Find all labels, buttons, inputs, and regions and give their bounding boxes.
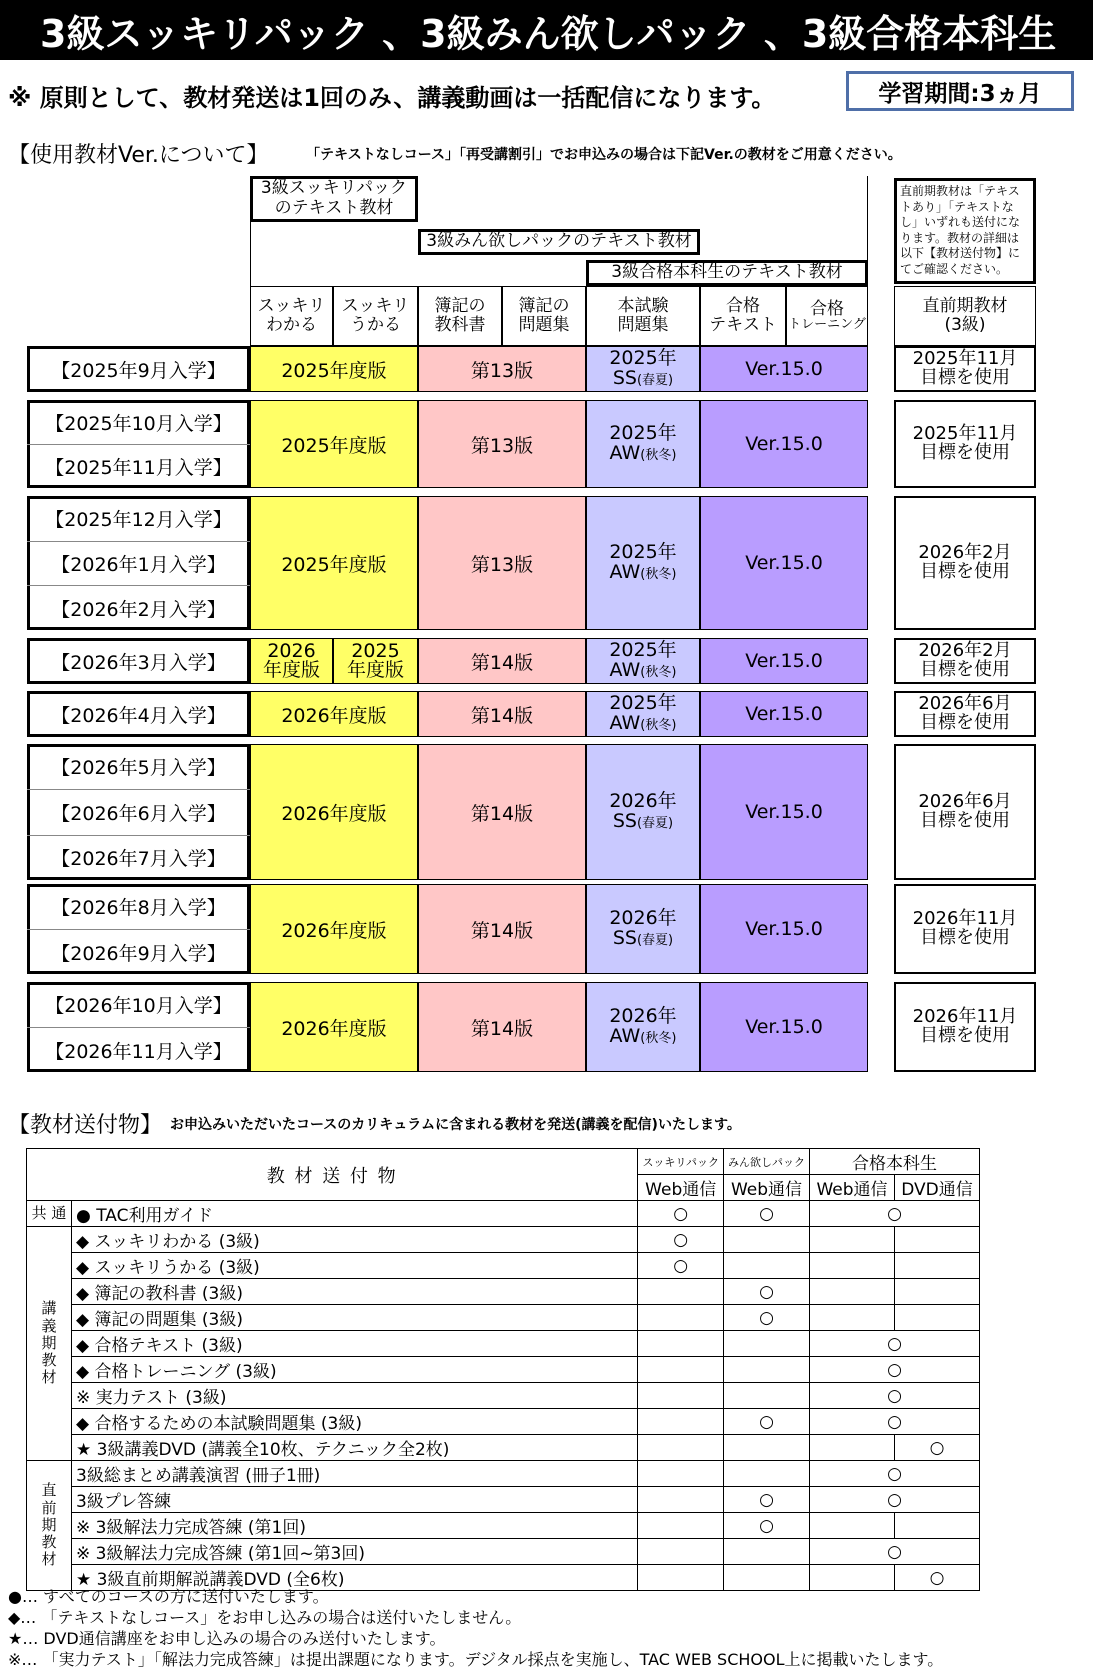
material-item: ● TAC利用ガイド bbox=[72, 1201, 638, 1227]
material-row bbox=[27, 1409, 980, 1435]
mark-honkasei-web bbox=[810, 1227, 895, 1253]
minhoshi-version: 第14版 bbox=[418, 982, 586, 1072]
enrollment-month: 【2026年2月入学】 bbox=[27, 585, 250, 630]
direct-version: 2026年11月 目標を使用 bbox=[894, 982, 1036, 1072]
material-item: ※ 3級解法力完成答練 (第1回~第3回) bbox=[72, 1539, 638, 1565]
material-item: ◆ 合格トレーニング (3級) bbox=[72, 1357, 638, 1383]
group-header-minhoshi: 3級みん欲しパックのテキスト教材 bbox=[418, 229, 700, 255]
material-row bbox=[27, 1513, 980, 1539]
mark-minhoshi: ○ bbox=[724, 1487, 810, 1513]
material-item: ★ 3級講義DVD (講義全10枚、テクニック全2枚) bbox=[72, 1435, 638, 1461]
col-boki-kyokasho: 簿記の 教科書 bbox=[418, 286, 502, 346]
mark-minhoshi bbox=[724, 1357, 810, 1383]
group-header-honkasei: 3級合格本科生のテキスト教材 bbox=[586, 260, 868, 286]
honkasei-version: Ver.15.0 bbox=[700, 884, 868, 974]
mark-minhoshi bbox=[724, 1539, 810, 1565]
mark-honkasei-dvd: ○ bbox=[895, 1565, 980, 1591]
material-row bbox=[27, 1383, 980, 1409]
exam-year: 2026年 bbox=[609, 1005, 677, 1028]
enrollment-month: 【2026年4月入学】 bbox=[51, 704, 226, 727]
enrollment-month: 【2025年9月入学】 bbox=[51, 359, 226, 382]
enrollment-month: 【2026年6月入学】 bbox=[27, 789, 250, 834]
group-header-sukkiri: 3級スッキリパック のテキスト教材 bbox=[250, 176, 418, 222]
honkasei-version: Ver.15.0 bbox=[700, 638, 868, 684]
training-top: 合格 bbox=[810, 298, 844, 319]
legend bbox=[8, 1586, 943, 1670]
header-sukkiri-web: Web通信 bbox=[638, 1175, 724, 1201]
mark-minhoshi: ○ bbox=[724, 1513, 810, 1539]
exam-season: AW(秋冬) bbox=[609, 659, 677, 681]
mark-sukkiri bbox=[638, 1383, 724, 1409]
direct-version: 2026年6月 目標を使用 bbox=[894, 691, 1036, 737]
col-honshiken: 本試験 問題集 bbox=[586, 286, 700, 346]
enrollment-month: 【2025年12月入学】 bbox=[45, 508, 232, 531]
minhoshi-version: 第14版 bbox=[418, 884, 586, 974]
header-sukkiri: スッキリパック bbox=[638, 1149, 724, 1175]
exam-version bbox=[586, 884, 700, 974]
mark-honkasei-dvd bbox=[895, 1227, 980, 1253]
mark-sukkiri bbox=[638, 1513, 724, 1539]
material-item: ◆ スッキリうかる (3級) bbox=[72, 1253, 638, 1279]
mark-sukkiri bbox=[638, 1539, 724, 1565]
enrollment-month: 【2025年11月入学】 bbox=[27, 444, 250, 488]
material-row bbox=[27, 1357, 980, 1383]
sukkiri-version: 2026年度版 bbox=[250, 884, 418, 974]
version-section-note: 「テキストなしコース」「再受講割引」でお申込みの場合は下記Ver.の教材をご用意ください。 bbox=[306, 147, 902, 163]
exam-version bbox=[586, 346, 700, 392]
material-row bbox=[27, 1461, 980, 1487]
exam-year: 2026年 bbox=[609, 907, 677, 930]
material-item: 3級総まとめ講義演習 (冊子1冊) bbox=[72, 1461, 638, 1487]
enrollment-month: 【2026年3月入学】 bbox=[51, 651, 226, 674]
minhoshi-version: 第13版 bbox=[418, 400, 586, 488]
honkasei-version: Ver.15.0 bbox=[700, 744, 868, 880]
category-lecture: 講 義 期 教 材 bbox=[27, 1227, 72, 1461]
mark-minhoshi bbox=[724, 1253, 810, 1279]
mark-sukkiri bbox=[638, 1305, 724, 1331]
sukkiri-version: 2025年度版 bbox=[250, 496, 418, 630]
mark-honkasei: ○ bbox=[810, 1461, 980, 1487]
col-direct: 直前期教材 (3級) bbox=[894, 286, 1036, 346]
mark-honkasei-dvd bbox=[895, 1279, 980, 1305]
material-row bbox=[27, 1253, 980, 1279]
exam-season: SS(春夏) bbox=[612, 927, 674, 949]
exam-version bbox=[586, 496, 700, 630]
legend-item: ※… 「実力テスト」「解法力完成答練」は提出課題になります。デジタル採点を実施し、TAC WEB SCHOOL上に掲載いたします。 bbox=[8, 1650, 944, 1669]
material-item: ◆ 簿記の問題集 (3級) bbox=[72, 1305, 638, 1331]
sukkiri-version: 2026年度版 bbox=[250, 744, 418, 880]
exam-version bbox=[586, 400, 700, 488]
material-item: ※ 実力テスト (3級) bbox=[72, 1383, 638, 1409]
exam-year: 2025年 bbox=[609, 347, 677, 370]
enrollment-month: 【2025年10月入学】 bbox=[45, 412, 232, 435]
mark-honkasei: ○ bbox=[810, 1409, 980, 1435]
direct-version: 2025年11月 目標を使用 bbox=[894, 400, 1036, 488]
minhoshi-version: 第13版 bbox=[418, 496, 586, 630]
header-minhoshi-web: Web通信 bbox=[724, 1175, 810, 1201]
minhoshi-version: 第14版 bbox=[418, 744, 586, 880]
mark-honkasei: ○ bbox=[810, 1383, 980, 1409]
exam-season: AW(秋冬) bbox=[609, 561, 677, 583]
material-row bbox=[27, 1331, 980, 1357]
exam-year: 2026年 bbox=[609, 790, 677, 813]
enrollment-month: 【2026年8月入学】 bbox=[51, 897, 226, 919]
enrollment-month: 【2026年10月入学】 bbox=[45, 995, 232, 1017]
category-common: 共 通 bbox=[27, 1201, 72, 1227]
materials-section-title: 【教材送付物】 bbox=[8, 1113, 163, 1138]
mark-minhoshi: ○ bbox=[724, 1305, 810, 1331]
col-gokaku-training bbox=[786, 286, 868, 346]
enrollment-month: 【2026年7月入学】 bbox=[27, 835, 250, 880]
col-gokaku-text: 合格 テキスト bbox=[700, 286, 786, 346]
header-honkasei: 合格本科生 bbox=[810, 1149, 980, 1175]
material-item: ※ 3級解法力完成答練 (第1回) bbox=[72, 1513, 638, 1539]
direct-version: 2026年2月 目標を使用 bbox=[894, 638, 1036, 684]
sukkiri-version: 2026年度版 bbox=[250, 982, 418, 1072]
mark-honkasei-web bbox=[810, 1435, 895, 1461]
materials-header-item: 教 材 送 付 物 bbox=[27, 1149, 638, 1201]
exam-season: SS(春夏) bbox=[612, 810, 674, 832]
honkasei-version: Ver.15.0 bbox=[700, 346, 868, 392]
honkasei-version: Ver.15.0 bbox=[700, 496, 868, 630]
side-note: 直前期教材は「テキストあり」「テキストなし」いずれも送付になります。教材の詳細は以下【教材送付物】にてご確認ください。 bbox=[894, 178, 1036, 284]
honkasei-version: Ver.15.0 bbox=[700, 982, 868, 1072]
mark-honkasei-dvd: ○ bbox=[895, 1435, 980, 1461]
enrollment-month: 【2026年9月入学】 bbox=[27, 929, 250, 974]
mark-minhoshi bbox=[724, 1331, 810, 1357]
sukkiri-version: 2025年度版 bbox=[250, 346, 418, 392]
mark-honkasei-web bbox=[810, 1279, 895, 1305]
exam-season: SS(春夏) bbox=[612, 367, 674, 389]
direct-version: 2026年11月 目標を使用 bbox=[894, 884, 1036, 974]
sukkiri-wakaru-version: 2026 年度版 bbox=[250, 638, 333, 684]
col-sukkiri-ukaru: スッキリ うかる bbox=[333, 286, 418, 346]
mark-sukkiri bbox=[638, 1487, 724, 1513]
honkasei-version: Ver.15.0 bbox=[700, 691, 868, 737]
version-section-title: 【使用教材Ver.について】 bbox=[8, 143, 269, 168]
study-period-box: 学習期間:3ヵ月 bbox=[846, 71, 1074, 111]
material-row bbox=[27, 1305, 980, 1331]
exam-season: AW(秋冬) bbox=[609, 442, 677, 464]
enrollment-month: 【2026年5月入学】 bbox=[51, 757, 226, 780]
material-row bbox=[27, 1279, 980, 1305]
mark-honkasei-dvd bbox=[895, 1253, 980, 1279]
mark-honkasei: ○ bbox=[810, 1357, 980, 1383]
enrollment-month: 【2026年11月入学】 bbox=[27, 1027, 250, 1072]
material-item: 3級プレ答練 bbox=[72, 1487, 638, 1513]
mark-sukkiri bbox=[638, 1279, 724, 1305]
legend-item: ◆… 「テキストなしコース」をお申し込みの場合は送付いたしません。 bbox=[8, 1608, 522, 1627]
mark-sukkiri: ○ bbox=[638, 1201, 724, 1227]
material-item: ★ 3級直前期解説講義DVD (全6枚) bbox=[72, 1565, 638, 1591]
enrollment-month: 【2026年1月入学】 bbox=[27, 541, 250, 586]
legend-item: ●… すべてのコースの方に送付いたします。 bbox=[8, 1587, 329, 1606]
header-minhoshi: みん欲しパック bbox=[724, 1149, 810, 1175]
material-row bbox=[27, 1201, 980, 1227]
material-item: ◆ スッキリわかる (3級) bbox=[72, 1227, 638, 1253]
direct-version: 2025年11月 目標を使用 bbox=[894, 346, 1036, 392]
mark-honkasei: ○ bbox=[810, 1487, 980, 1513]
materials-section-note: お申込みいただいたコースのカリキュラムに含まれる教材を発送(講義を配信)いたします。 bbox=[170, 1117, 741, 1133]
mark-honkasei: ○ bbox=[810, 1201, 980, 1227]
mark-minhoshi: ○ bbox=[724, 1201, 810, 1227]
material-row bbox=[27, 1487, 980, 1513]
mark-honkasei-web bbox=[810, 1253, 895, 1279]
exam-version bbox=[586, 638, 700, 684]
mark-sukkiri bbox=[638, 1357, 724, 1383]
honkasei-version: Ver.15.0 bbox=[700, 400, 868, 488]
exam-version bbox=[586, 744, 700, 880]
exam-version bbox=[586, 982, 700, 1072]
exam-year: 2025年 bbox=[609, 639, 677, 662]
banner-title: 3級スッキリパック 、3級みん欲しパック 、3級合格本科生 bbox=[40, 11, 1057, 56]
mark-minhoshi bbox=[724, 1227, 810, 1253]
mark-honkasei: ○ bbox=[810, 1331, 980, 1357]
legend-item: ★… DVD通信講座をお申し込みの場合のみ送付いたします。 bbox=[8, 1629, 446, 1648]
mark-minhoshi bbox=[724, 1383, 810, 1409]
mark-sukkiri bbox=[638, 1331, 724, 1357]
sukkiri-version: 2026年度版 bbox=[250, 691, 418, 737]
exam-year: 2025年 bbox=[609, 692, 677, 715]
mark-sukkiri bbox=[638, 1409, 724, 1435]
mark-sukkiri: ○ bbox=[638, 1253, 724, 1279]
mark-minhoshi: ○ bbox=[724, 1279, 810, 1305]
mark-honkasei: ○ bbox=[810, 1539, 980, 1565]
exam-season: AW(秋冬) bbox=[609, 1025, 677, 1047]
mark-minhoshi: ○ bbox=[724, 1409, 810, 1435]
col-boki-mondaishu: 簿記の 問題集 bbox=[502, 286, 586, 346]
material-item: ◆ 合格するための本試験問題集 (3級) bbox=[72, 1409, 638, 1435]
material-row bbox=[27, 1227, 980, 1253]
mark-honkasei-web bbox=[810, 1513, 895, 1539]
exam-version bbox=[586, 691, 700, 737]
sukkiri-ukaru-version: 2025 年度版 bbox=[333, 638, 418, 684]
exam-year: 2025年 bbox=[609, 422, 677, 445]
mark-honkasei-dvd bbox=[895, 1305, 980, 1331]
minhoshi-version: 第14版 bbox=[418, 691, 586, 737]
exam-year: 2025年 bbox=[609, 541, 677, 564]
mark-minhoshi bbox=[724, 1435, 810, 1461]
direct-version: 2026年2月 目標を使用 bbox=[894, 496, 1036, 630]
material-row bbox=[27, 1435, 980, 1461]
direct-version: 2026年6月 目標を使用 bbox=[894, 744, 1036, 880]
material-row bbox=[27, 1539, 980, 1565]
header-honkasei-dvd: DVD通信 bbox=[895, 1175, 980, 1201]
mark-sukkiri: ○ bbox=[638, 1227, 724, 1253]
material-item: ◆ 簿記の教科書 (3級) bbox=[72, 1279, 638, 1305]
mark-sukkiri bbox=[638, 1461, 724, 1487]
mark-sukkiri bbox=[638, 1435, 724, 1461]
training-label: トレーニング bbox=[788, 317, 866, 333]
header-honkasei-web: Web通信 bbox=[810, 1175, 895, 1201]
mark-minhoshi bbox=[724, 1461, 810, 1487]
minhoshi-version: 第13版 bbox=[418, 346, 586, 392]
minhoshi-version: 第14版 bbox=[418, 638, 586, 684]
category-direct: 直 前 期 教 材 bbox=[27, 1461, 72, 1591]
material-item: ◆ 合格テキスト (3級) bbox=[72, 1331, 638, 1357]
mark-honkasei-dvd bbox=[895, 1513, 980, 1539]
materials-table bbox=[26, 1148, 980, 1591]
sukkiri-version: 2025年度版 bbox=[250, 400, 418, 488]
page-banner bbox=[0, 0, 1093, 60]
col-sukkiri-wakaru: スッキリ わかる bbox=[250, 286, 333, 346]
mark-honkasei-web bbox=[810, 1305, 895, 1331]
exam-season: AW(秋冬) bbox=[609, 712, 677, 734]
notice-text: ※ 原則として、教材発送は1回のみ、講義動画は一括配信になります。 bbox=[8, 84, 776, 112]
